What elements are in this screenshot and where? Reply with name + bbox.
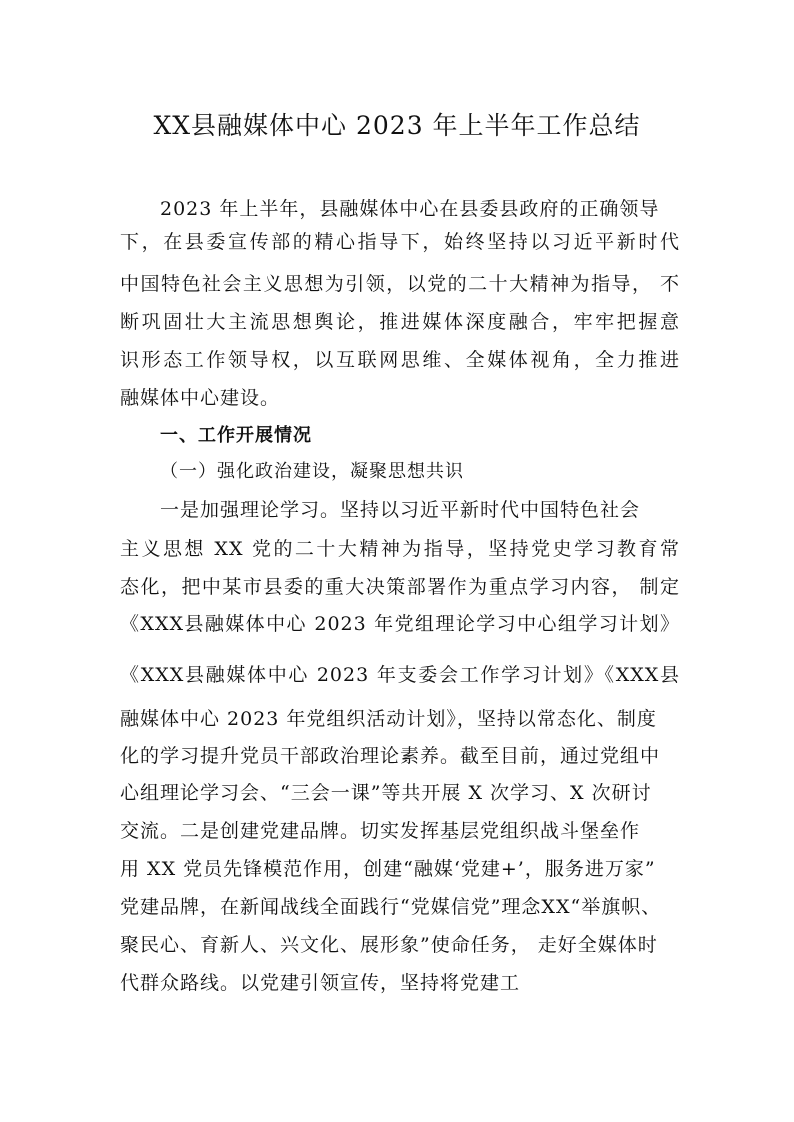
paragraph-line: 交流。二是创建党建品牌。切实发挥基层党组织战斗堡垒作 xyxy=(120,820,641,842)
paragraph-line: 化的学习提升党员干部政治理论素养。截至目前，通过党组中 xyxy=(120,745,661,767)
paragraph-line: 《XXX县融媒体中心 2023 年支委会工作学习计划》《XXX县 xyxy=(120,664,680,686)
paragraph-line: 主义思想 XX 党的二十大精神为指导，坚持党史学习教育常 xyxy=(120,538,680,560)
paragraph-line: 党建品牌，在新闻战线全面践行“党媒信党”理念XX“举旗帜、 xyxy=(120,896,662,918)
paragraph-line: 《XXX县融媒体中心 2023 年党组理论学习中心组学习计划》 xyxy=(120,613,680,635)
paragraph-line: 一是加强理论学习。坚持以习近平新时代中国特色社会 xyxy=(160,499,641,521)
paragraph-line: 心组理论学习会、“三会一课”等共开展 X 次学习、X 次研讨 xyxy=(120,782,652,804)
paragraph-line: 态化，把中某市县委的重大决策部署作为重点学习内容， 制定 xyxy=(120,576,680,598)
paragraph-line: 用 XX 党员先锋模范作用，创建“融媒‘党建+’，服务进万家” xyxy=(120,858,656,880)
document-title: XX县融媒体中心 2023 年上半年工作总结 xyxy=(153,111,641,140)
section-heading: 一、工作开展情况 xyxy=(160,425,312,446)
subsection-heading: （一）强化政治建设，凝聚思想共识 xyxy=(160,461,464,482)
paragraph-line: 中国特色社会主义思想为引领，以党的二十大精神为指导， 不 xyxy=(120,273,680,295)
paragraph-line: 下，在县委宣传部的精心指导下，始终坚持以习近平新时代 xyxy=(120,231,680,253)
paragraph-line: 断巩固壮大主流思想舆论，推进媒体深度融合，牢牢把握意 xyxy=(120,311,680,333)
paragraph-line: 融媒体中心建设。 xyxy=(120,387,281,409)
paragraph-line: 2023 年上半年，县融媒体中心在县委县政府的正确领导 xyxy=(160,198,660,220)
paragraph-line: 识形态工作领导权，以互联网思维、全媒体视角，全力推进 xyxy=(120,349,680,371)
paragraph-line: 代群众路线。以党建引领宣传，坚持将党建工 xyxy=(120,972,521,994)
paragraph-line: 融媒体中心 2023 年党组织活动计划》，坚持以常态化、制度 xyxy=(120,708,657,730)
paragraph-line: 聚民心、育新人、兴文化、展形象”使命任务， 走好全媒体时 xyxy=(120,934,658,956)
